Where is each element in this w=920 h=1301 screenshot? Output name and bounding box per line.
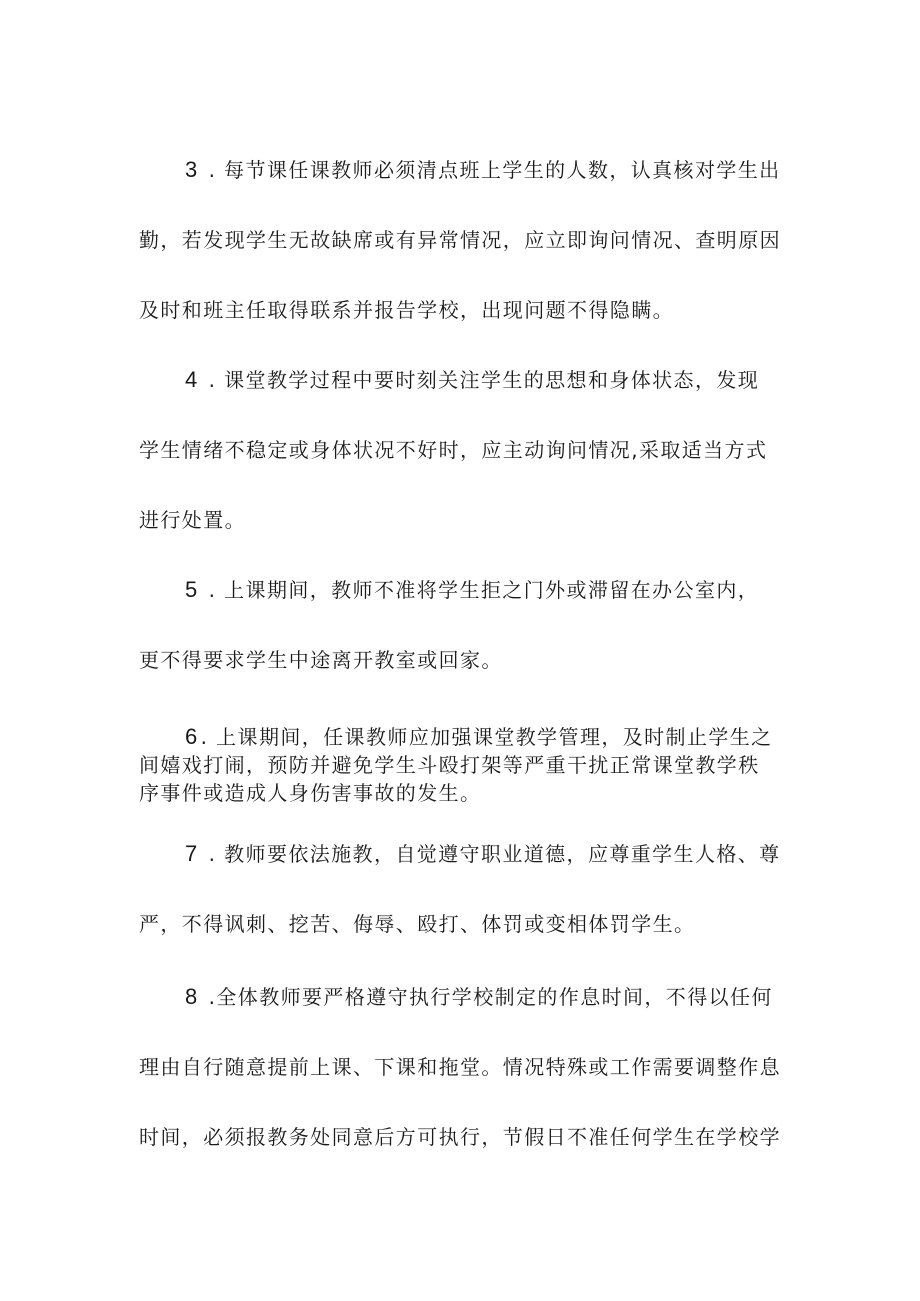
paragraph-line: 学生情绪不稳定或身体状况不好时，应主动询问情况,采取适当方式 — [139, 438, 768, 462]
item-number: 8 — [185, 984, 199, 1009]
paragraph-line — [185, 158, 781, 182]
paragraph-text: .全体教师要严格遵守执行学校制定的作息时间，不得以任何 — [208, 985, 773, 1009]
paragraph-line: 勤，若发现学生无故缺席或有异常情况，应立即询问情况、查明原因 — [139, 228, 781, 252]
paragraph-line — [185, 578, 759, 602]
paragraph-line: 及时和班主任取得联系并报告学校，出现问题不得隐瞒。 — [139, 298, 674, 322]
paragraph-line — [185, 725, 773, 749]
item-number: 4 — [185, 367, 199, 392]
paragraph-line: 理由自行随意提前上课、下课和拖堂。情况特殊或工作需要调整作息 — [139, 1055, 781, 1079]
paragraph-line: 间嬉戏打闹，预防并避免学生斗殴打架等严重干扰正常课堂教学秩 — [139, 753, 760, 777]
paragraph-line: 序事件或造成人身伤害事故的发生。 — [139, 781, 482, 805]
paragraph-line: 进行处置。 — [139, 508, 246, 532]
item-number: 5 — [185, 577, 199, 602]
paragraph-line — [185, 985, 773, 1009]
paragraph-line: 时间，必须报教务处同意后方可执行，节假日不准任何学生在学校学 — [139, 1125, 781, 1149]
paragraph-text: . 教师要依法施教，自觉遵守职业道德，应尊重学生人格、尊 — [208, 842, 781, 866]
item-number: 6 — [185, 724, 199, 749]
paragraph-text: . 上课期间，任课教师应加强课堂教学管理，及时制止学生之 — [200, 725, 773, 749]
paragraph-line — [185, 368, 759, 392]
paragraph-line: 更不得要求学生中途离开教室或回家。 — [139, 648, 503, 672]
item-number: 7 — [185, 841, 199, 866]
paragraph-line: 严，不得讽刺、挖苦、侮辱、殴打、体罚或变相体罚学生。 — [139, 912, 696, 936]
paragraph-text: . 上课期间，教师不准将学生拒之门外或滞留在办公室内， — [208, 578, 760, 602]
paragraph-text: . 每节课任课教师必须清点班上学生的人数，认真核对学生出 — [208, 158, 781, 182]
paragraph-line — [185, 842, 781, 866]
paragraph-text: . 课堂教学过程中要时刻关注学生的思想和身体状态，发现 — [208, 368, 760, 392]
item-number: 3 — [185, 157, 199, 182]
